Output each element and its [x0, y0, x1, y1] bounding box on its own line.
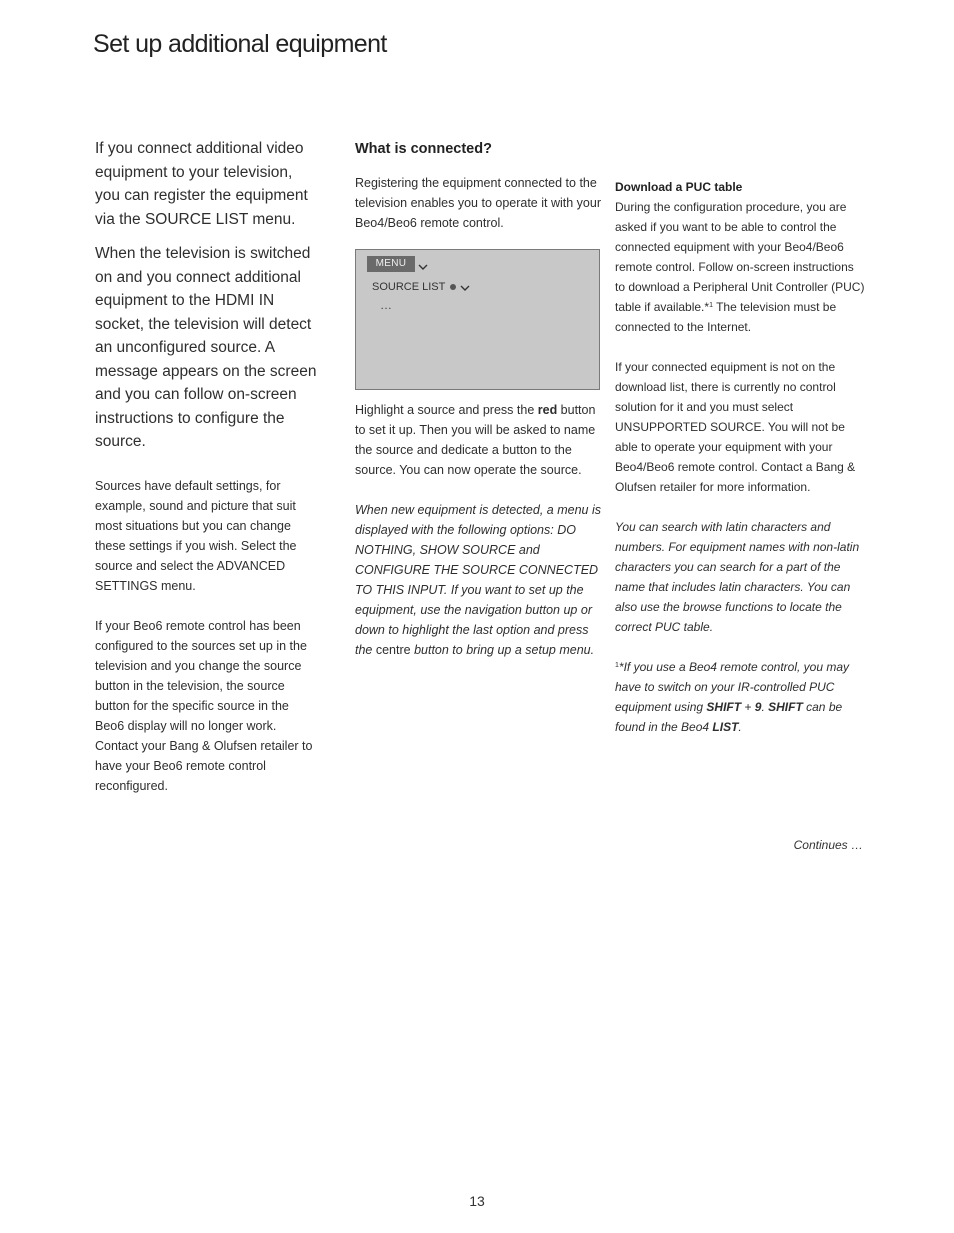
highlight-text-b: button to set it up. Then you will be asked to name the source and dedicate a button to the source. You can now operate the source. [355, 403, 596, 477]
chevron-down-icon [460, 284, 470, 292]
shift-key-label: SHIFT [706, 700, 742, 714]
list-key-label: LIST [712, 720, 739, 734]
continues-note: Continues … [793, 838, 863, 852]
footnote-marker: 1 [709, 302, 713, 309]
left-column [95, 137, 320, 796]
highlight-paragraph [355, 400, 603, 480]
intro-paragraph-2: When the television is switched on and you connect additional equipment to the HDMI IN socket, the television will detect an unconfigured source. A message appears on the screen and you can follow on-screen instructions to configure the source. [95, 245, 317, 450]
puc-sub-heading: Download a PUC table [615, 180, 743, 194]
shift-key-label: SHIFT [768, 700, 803, 714]
registering-paragraph: Registering the equipment connected to the television enables you to operate it with your Beo4/Beo6 remote control. [355, 176, 601, 230]
footnote-dot: . [761, 700, 769, 714]
puc-text-a: During the configuration procedure, you are asked if you want to be able to control the connected equipment with your Beo4/Beo6 remote control. Follow on-screen instructions to download a Peripheral Unit Controller (PUC) table if available.* [615, 200, 865, 314]
menu-tab: MENU [367, 256, 415, 272]
footnote-plus: + [741, 700, 755, 714]
beo6-paragraph: If your Beo6 remote control has been configured to the sources set up in the television and you change the source button in the television, the source button for the specific source in the Beo6 display will no longer work. Contact your Bang & Olufsen retailer to have your Beo6 remote control reconfigured. [95, 618, 313, 793]
footnote-text-a: *If you use a Beo4 remote control, you may have to switch on your IR-controlled PUC equipment using [615, 660, 850, 714]
source-list-label: SOURCE LIST [372, 281, 446, 293]
puc-text-b: The television must be connected to the Internet. [615, 300, 837, 334]
red-keyword: red [537, 403, 558, 417]
puc-paragraph [615, 177, 867, 337]
nine-key-label: 9 [754, 700, 762, 714]
intro-text [95, 137, 320, 454]
right-column [615, 177, 867, 737]
intro-paragraph-1: If you connect additional video equipment to your television, you can register the equipment via the SOURCE LIST menu. [95, 140, 308, 228]
default-settings-paragraph: Sources have default settings, for example, sound and picture that suit most situations but you can change these settings if you wish. Select the source and select the ADVANCED SETTINGS menu. [95, 478, 297, 593]
section-heading: What is connected? [355, 141, 492, 157]
unsupported-paragraph: If your connected equipment is not on the download list, there is currently no control solution for it and you must select UNSUPPORTED SOURCE. You will not be able to operate your equipment with your Beo4/Beo6 remote control. Contact a Bang & Olufsen retailer for more information. [615, 360, 856, 494]
page-title: Set up additional equipment [93, 30, 387, 58]
search-paragraph: You can search with latin characters and numbers. For equipment names with non-latin characters you can search for a part of the name that includes latin characters. You can also use the browse functions to locate the correct PUC table. [615, 520, 860, 634]
new-equipment-text-b: button to bring up a setup menu. [410, 643, 595, 657]
footnote-end: . [738, 720, 742, 734]
footnote-text-b: can be found in the Beo4 [615, 700, 843, 734]
new-equipment-text-a: When new equipment is detected, a menu is displayed with the following options: DO NOTHING, SHOW SOURCE and CONFIGURE THE SOURCE CONNECTED TO THIS INPUT. If you want to set up the equipment, use the navigation button up or down to highlight the last option and press the [355, 503, 601, 657]
source-list-item [372, 279, 470, 295]
new-equipment-paragraph [355, 500, 603, 660]
page-number: 13 [469, 1193, 485, 1209]
chevron-down-icon [418, 263, 428, 271]
centre-keyword: centre [375, 643, 411, 657]
middle-column [355, 137, 603, 660]
red-button-dot-icon [450, 284, 456, 290]
menu-ellipsis: … [380, 298, 393, 312]
source-list-menu-illustration [355, 249, 600, 390]
footnote-number: 1 [615, 662, 619, 669]
highlight-text-a: Highlight a source and press the [355, 403, 538, 417]
footnote-paragraph [615, 657, 867, 737]
